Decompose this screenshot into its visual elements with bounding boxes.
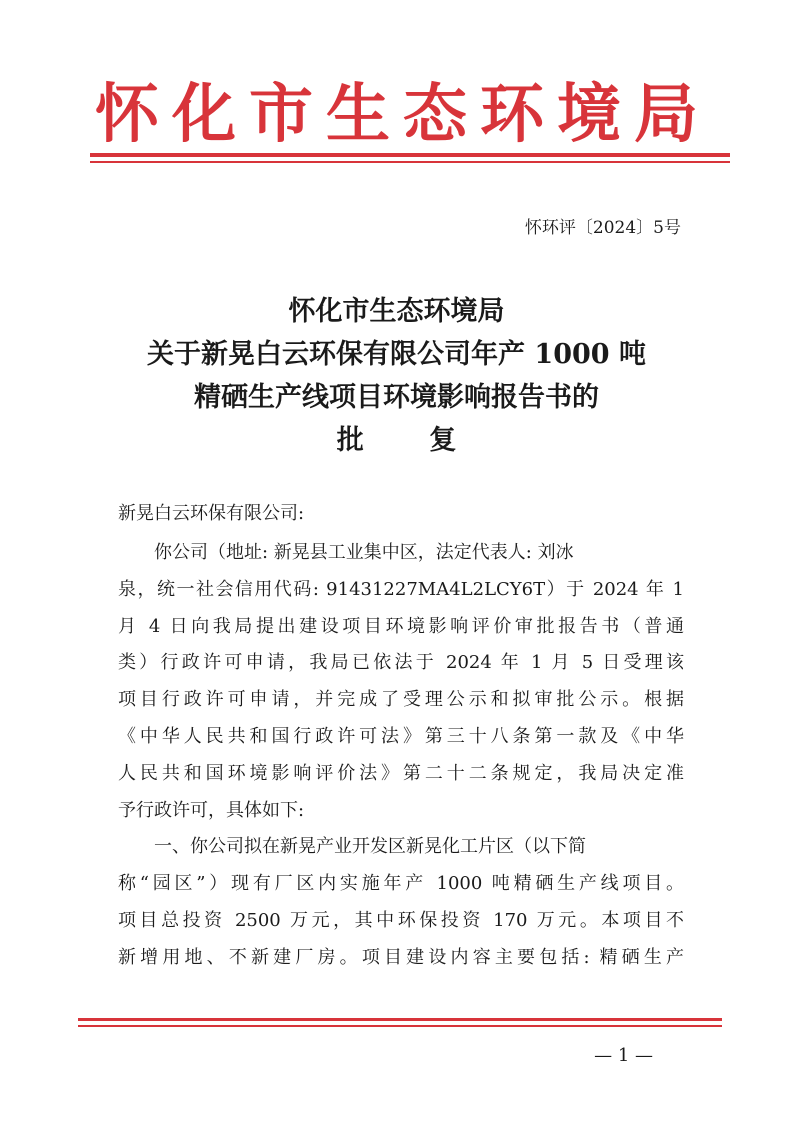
body-line: 月 4 日向我局提出建设项目环境影响评价审批报告书（普通 <box>118 615 684 637</box>
body-line: 称“园区”）现有厂区内实施年产 1000 吨精硒生产线项目。 <box>118 873 684 895</box>
title-line-1: 怀化市生态环境局 <box>288 296 505 327</box>
footer-red-rule-thin <box>78 1025 722 1027</box>
document-number: 怀环评〔2024〕5号 <box>524 218 681 238</box>
body-line: 泉，统一社会信用代码: 91431227MA4L2LCY6T）于 2024 年 1 <box>118 578 684 600</box>
letterhead-red-rule-thick <box>90 153 730 157</box>
title-line-2: 关于新晃白云环保有限公司年产 1000 吨 <box>147 339 646 370</box>
body-line: 予行政许可，具体如下: <box>118 799 305 821</box>
body-line: 新增用地、不新建厂房。项目建设内容主要包括: 精硒生产 <box>118 946 684 968</box>
title-line-3: 精硒生产线项目环境影响报告书的 <box>194 382 599 413</box>
body-line: 类）行政许可申请，我局已依法于 2024 年 1 月 5 日受理该 <box>118 652 684 674</box>
footer-red-rule-thick <box>78 1018 722 1021</box>
body-line: 一、你公司拟在新晃产业开发区新晃化工片区（以下简 <box>154 836 586 858</box>
letterhead-red-rule-thin <box>90 161 730 163</box>
body-line: 人民共和国环境影响评价法》第二十二条规定，我局决定准 <box>118 762 684 784</box>
salutation: 新晃白云环保有限公司: <box>118 503 305 524</box>
body-text <box>118 535 684 977</box>
body-line: 《中华人民共和国行政许可法》第三十八条第一款及《中华 <box>118 725 684 747</box>
body-line: 项目行政许可申请，并完成了受理公示和拟审批公示。根据 <box>118 689 684 711</box>
letterhead-title: 怀化市生态环境局 <box>95 77 711 152</box>
body-line: 你公司（地址: 新晃县工业集中区，法定代表人: 刘冰 <box>154 542 574 563</box>
document-title <box>100 290 693 462</box>
title-line-4: 批 复 <box>336 425 485 456</box>
page-number: — 1 — <box>594 1045 653 1066</box>
body-line: 项目总投资 2500 万元，其中环保投资 170 万元。本项目不 <box>118 909 684 931</box>
